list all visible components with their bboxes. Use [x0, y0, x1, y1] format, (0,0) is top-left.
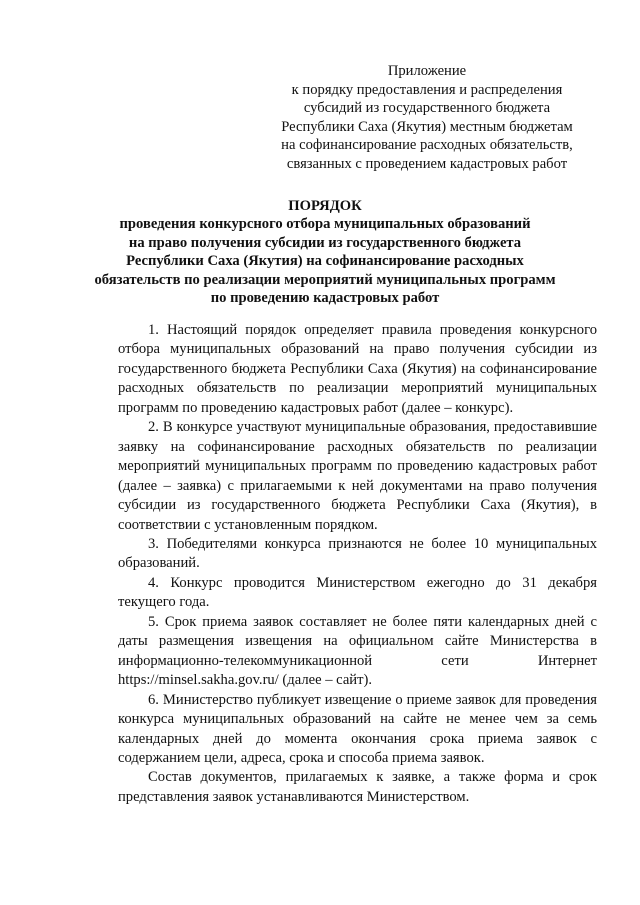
- paragraph-3: 3. Победителями конкурса признаются не более 10 муниципальных образований.: [118, 535, 597, 572]
- document-title: [80, 197, 570, 307]
- title-line: обязательств по реализации мероприятий муниципальных программ: [94, 271, 556, 288]
- appendix-line: субсидий из государственного бюджета: [303, 100, 551, 117]
- paragraph-2: 2. В конкурсе участвуют муниципальные образования, предоставившие заявку на софинансирование расходных обязательств по реализации мероприятий муниципальных программ по проведению кадастровых работ (далее – заявка) с прилагаемыми к ней документами на право получения субсидии из государственного бюджета Республики Саха (Якутия), в соответствии с установленным порядком.: [118, 419, 597, 533]
- appendix-line: к порядку предоставления и распределения: [291, 81, 563, 98]
- appendix-line: связанных с проведением кадастровых работ: [286, 155, 568, 172]
- appendix-line: на софинансирование расходных обязательств,: [281, 137, 573, 154]
- title-line: Республики Саха (Якутия) на софинансирование расходных: [126, 253, 524, 270]
- appendix-line: Приложение: [387, 63, 467, 79]
- title-line: проведения конкурсного отбора муниципальных образований: [119, 216, 531, 233]
- appendix-line: Республики Саха (Якутия) местным бюджетам: [281, 118, 573, 135]
- paragraph-5: 5. Срок приема заявок составляет не более пяти календарных дней с даты размещения извещения на официальном сайте Министерства в информационно-телекоммуникационной сети Интернет https://minsel.sakha.gov.ru/ (далее – сайт).: [118, 613, 597, 689]
- document-body: [118, 321, 597, 807]
- title-main: ПОРЯДОК: [288, 198, 362, 214]
- paragraph-1: 1. Настоящий порядок определяет правила проведения конкурсного отбора муниципальных образований на право получения субсидии из государственного бюджета Республики Саха (Якутия) на софинансирование расходных обязательств по реализации мероприятий муниципальных программ по проведению кадастровых работ (далее – конкурс).: [118, 322, 597, 416]
- title-line: по проведению кадастровых работ: [210, 290, 440, 307]
- appendix-header: [262, 62, 592, 174]
- title-line: на право получения субсидии из государственного бюджета: [128, 234, 522, 251]
- paragraph-7: Состав документов, прилагаемых к заявке, а также форма и срок представления заявок устанавливаются Министерством.: [118, 769, 597, 805]
- paragraph-4: 4. Конкурс проводится Министерством ежегодно до 31 декабря текущего года.: [118, 574, 597, 611]
- paragraph-6: 6. Министерство публикует извещение о приеме заявок для проведения конкурса муниципальных образований на сайте не менее чем за семь календарных дней до момента окончания срока приема заявок с содержанием цели, адреса, срока и способа приема заявок.: [118, 691, 597, 766]
